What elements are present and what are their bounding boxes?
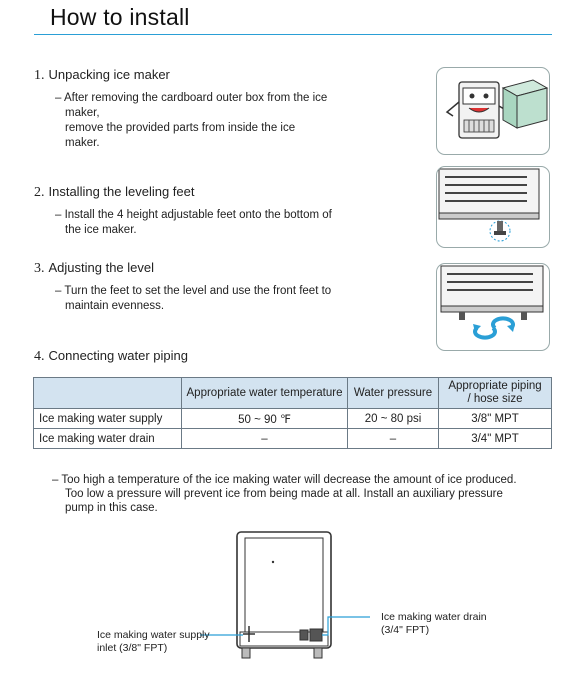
- table-cell: 3/8" MPT: [439, 409, 552, 429]
- water-piping-table: [33, 377, 552, 449]
- supply-label-line: Ice making water supply: [97, 629, 210, 641]
- table-row: [34, 429, 552, 449]
- step-3-line: maintain evenness.: [65, 300, 165, 312]
- step-4-number: 4.: [34, 349, 45, 364]
- unpacking-illustration: [436, 67, 550, 155]
- warning-line: Too low a pressure will prevent ice from being made at all. Install an auxiliary pressure: [65, 488, 503, 500]
- step-1-line: maker,: [65, 107, 100, 119]
- table-header-row: [34, 378, 552, 409]
- supply-inlet-label: [97, 629, 210, 655]
- step-1-title: Unpacking ice maker: [48, 67, 170, 82]
- table-cell: –: [348, 429, 439, 449]
- page-title: How to install: [50, 4, 190, 30]
- step-3-line: – Turn the feet to set the level and use the front feet to: [55, 285, 332, 297]
- step-1-line: maker.: [65, 137, 100, 149]
- step-2-line: the ice maker.: [65, 224, 137, 236]
- table-header-pressure: Water pressure: [348, 378, 439, 409]
- step-1-instructions: [55, 91, 395, 151]
- rear-view-diagram: [200, 528, 370, 668]
- step-1-line: – After removing the cardboard outer box from the ice: [55, 92, 328, 104]
- table-cell: Ice making water supply: [34, 409, 182, 429]
- table-header-blank: [34, 378, 182, 409]
- table-header-piping: [439, 378, 552, 409]
- step-2-instructions: [55, 208, 405, 238]
- step-4-heading: [34, 348, 188, 365]
- step-2-number: 2.: [34, 185, 45, 200]
- drain-label-line: Ice making water drain: [381, 611, 487, 623]
- step-1-heading: [34, 67, 170, 84]
- step-3-number: 3.: [34, 261, 45, 276]
- supply-label-line: inlet (3/8" FPT): [97, 642, 168, 654]
- adjusting-level-illustration: [436, 263, 550, 351]
- table-row: [34, 409, 552, 429]
- step-3-instructions: [55, 284, 395, 314]
- step-1-line: remove the provided parts from inside the ice: [65, 122, 296, 134]
- table-cell: 50 ~ 90 ℉: [182, 409, 348, 429]
- drain-label: [381, 611, 487, 637]
- table-cell: Ice making water drain: [34, 429, 182, 449]
- step-3-title: Adjusting the level: [48, 260, 155, 275]
- step-2-line: – Install the 4 height adjustable feet onto the bottom of: [55, 209, 332, 221]
- table-header-piping-line: Appropriate piping: [448, 380, 542, 392]
- drain-label-line: (3/4" FPT): [381, 624, 430, 636]
- table-header-temperature: Appropriate water temperature: [182, 378, 348, 409]
- warning-line: – Too high a temperature of the ice making water will decrease the amount of ice produced.: [52, 474, 517, 486]
- step-1-number: 1.: [34, 68, 45, 83]
- leveling-feet-illustration: [436, 166, 550, 248]
- step-3-heading: [34, 260, 154, 277]
- table-cell: 3/4" MPT: [439, 429, 552, 449]
- step-2-title: Installing the leveling feet: [48, 184, 195, 199]
- table-cell: –: [182, 429, 348, 449]
- step-4-title: Connecting water piping: [48, 348, 188, 363]
- step-2-heading: [34, 184, 194, 201]
- table-header-piping-line: / hose size: [467, 393, 523, 405]
- table-cell: 20 ~ 80 psi: [348, 409, 439, 429]
- pressure-warning-note: [52, 473, 557, 515]
- title-underline: [34, 34, 552, 35]
- warning-line: pump in this case.: [65, 502, 158, 514]
